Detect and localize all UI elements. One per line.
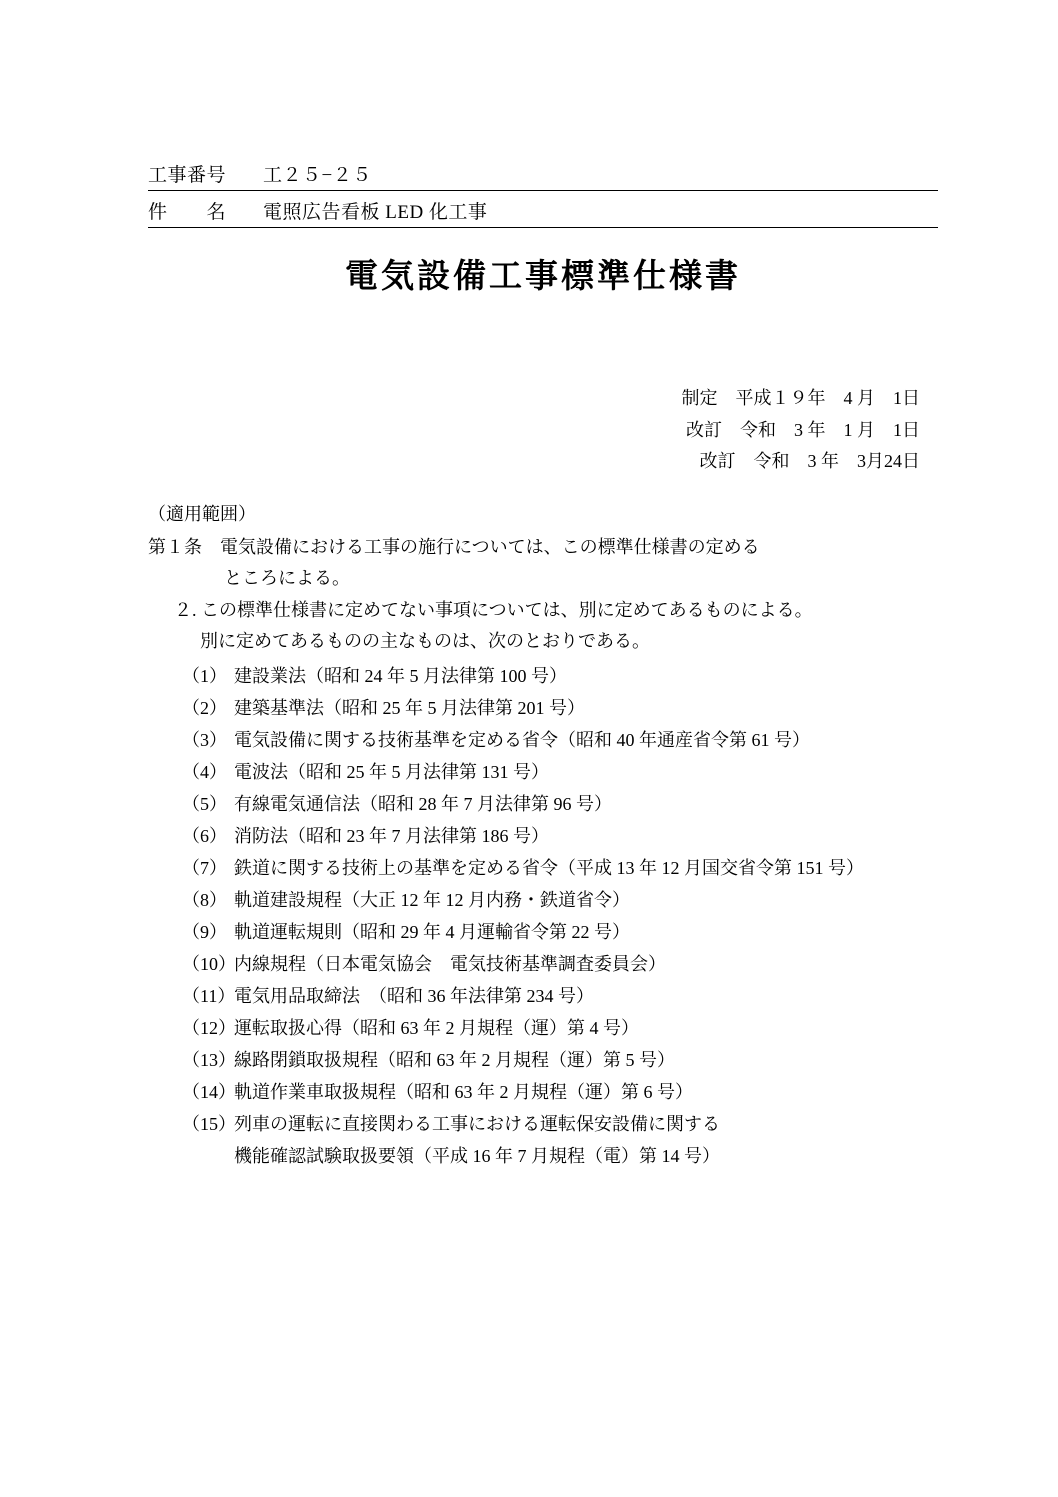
list-item-text: 建設業法（昭和 24 年 5 月法律第 100 号） bbox=[234, 665, 567, 686]
list-item-text: 列車の運転に直接関わる工事における運転保安設備に関する bbox=[234, 1113, 720, 1134]
work-number-value: 工２５−２５ bbox=[263, 165, 372, 186]
list-item bbox=[148, 1044, 938, 1076]
list-item-number: （6） bbox=[182, 825, 227, 846]
list-item-number: （11） bbox=[182, 985, 236, 1006]
date-established: 制定 平成１９年 4 月 1日 bbox=[681, 388, 920, 408]
article-1-clause-2-note: 別に定めてあるものの主なものは、次のとおりである。 bbox=[200, 631, 650, 651]
project-name-row bbox=[148, 197, 938, 228]
list-item bbox=[148, 980, 938, 1012]
article-1-line-2: ところによる。 bbox=[224, 568, 350, 588]
scope-heading: （適用範囲） bbox=[148, 503, 256, 524]
list-item bbox=[148, 820, 938, 852]
document-content bbox=[148, 160, 938, 1172]
list-item-text: 電波法（昭和 25 年 5 月法律第 131 号） bbox=[234, 761, 549, 782]
list-item-number: （8） bbox=[182, 889, 227, 910]
list-item bbox=[148, 756, 938, 788]
list-item-text: 有線電気通信法（昭和 28 年 7 月法律第 96 号） bbox=[234, 793, 612, 814]
list-item-text: 電気設備に関する技術基準を定める省令（昭和 40 年通産省令第 61 号） bbox=[234, 729, 810, 750]
list-item-text: 線路閉鎖取扱規程（昭和 63 年 2 月規程（運）第 5 号） bbox=[234, 1049, 675, 1070]
list-item bbox=[148, 916, 938, 948]
list-item bbox=[148, 788, 938, 820]
list-item bbox=[148, 1012, 938, 1044]
list-item bbox=[148, 884, 938, 916]
list-item bbox=[148, 1108, 938, 1140]
list-item-text: 運転取扱心得（昭和 63 年 2 月規程（運）第 4 号） bbox=[234, 1017, 639, 1038]
list-item-text: 電気用品取締法 （昭和 36 年法律第 234 号） bbox=[234, 985, 594, 1006]
list-item-number: （5） bbox=[182, 793, 227, 814]
list-item bbox=[148, 692, 938, 724]
list-item-text: 建築基準法（昭和 25 年 5 月法律第 201 号） bbox=[234, 697, 585, 718]
date-revision-2: 改訂 令和 3 年 3月24日 bbox=[699, 451, 920, 471]
list-item-text: 軌道建設規程（大正 12 年 12 月内務・鉄道省令） bbox=[234, 889, 630, 910]
list-item-number: （10） bbox=[182, 953, 236, 974]
list-item-text: 軌道運転規則（昭和 29 年 4 月運輸省令第 22 号） bbox=[234, 921, 630, 942]
list-item-number: （2） bbox=[182, 697, 227, 718]
list-item-text: 内線規程（日本電気協会 電気技術基準調査委員会） bbox=[234, 953, 666, 974]
page-title: 電気設備工事標準仕様書 bbox=[345, 256, 741, 295]
article-1-line-1: 第１条 電気設備における工事の施行については、この標準仕様書の定める bbox=[148, 536, 760, 557]
list-item-text: 消防法（昭和 23 年 7 月法律第 186 号） bbox=[234, 825, 549, 846]
list-item bbox=[148, 660, 938, 692]
article-1-clause-2: ２. この標準仕様書に定めてない事項については、別に定めてあるものによる。 bbox=[174, 599, 813, 620]
list-item-text: 軌道作業車取扱規程（昭和 63 年 2 月規程（運）第 6 号） bbox=[234, 1081, 693, 1102]
article-1 bbox=[148, 532, 938, 658]
work-number-row bbox=[148, 160, 938, 191]
project-name-label: 件 名 bbox=[148, 202, 227, 223]
date-revision-1: 改訂 令和 3 年 1 月 1日 bbox=[686, 419, 920, 440]
list-item-text: 鉄道に関する技術上の基準を定める省令（平成 13 年 12 月国交省令第 151 号） bbox=[234, 857, 864, 878]
list-item-number: （12） bbox=[182, 1017, 236, 1038]
reference-list bbox=[148, 660, 938, 1173]
list-item-continuation: 機能確認試験取扱要領（平成 16 年 7 月規程（電）第 14 号） bbox=[234, 1145, 720, 1166]
list-item bbox=[148, 724, 938, 756]
project-name-value: 電照広告看板 LED 化工事 bbox=[263, 202, 488, 223]
list-item-number: （7） bbox=[182, 857, 227, 878]
list-item-number: （1） bbox=[182, 665, 227, 686]
list-item bbox=[148, 948, 938, 980]
revision-dates bbox=[148, 383, 938, 478]
list-item-number: （14） bbox=[182, 1081, 236, 1102]
list-item bbox=[148, 852, 938, 884]
list-item bbox=[148, 1076, 938, 1108]
work-number-label: 工事番号 bbox=[148, 165, 227, 186]
list-item-number: （4） bbox=[182, 761, 227, 782]
list-item-number: （9） bbox=[182, 921, 227, 942]
list-item-number: （15） bbox=[182, 1113, 236, 1134]
list-item-number: （13） bbox=[182, 1049, 236, 1070]
list-item-number: （3） bbox=[182, 729, 227, 750]
